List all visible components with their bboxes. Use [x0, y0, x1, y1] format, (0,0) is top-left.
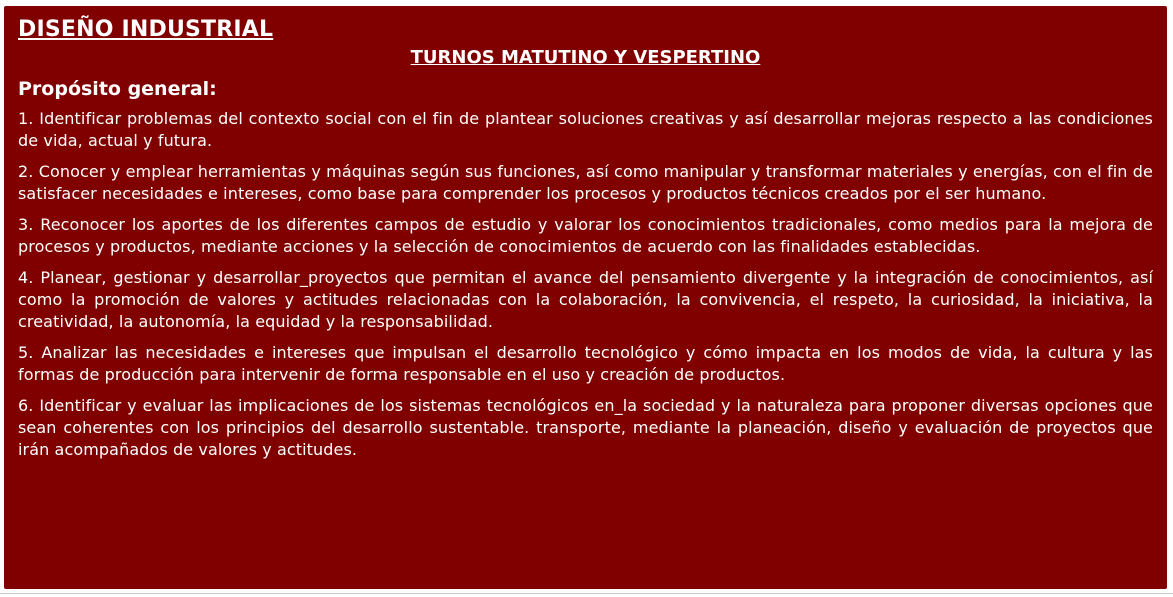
page-title: DISEÑO INDUSTRIAL	[18, 17, 274, 42]
purpose-item-4: 4. Planear, gestionar y desarrollar_proyectos que permitan el avance del pensamiento divergente y la integración de conocimientos, así como la promoción de valores y actitudes relacionadas con la colaboración, la convivencia, el respeto, la curiosidad, la iniciativa, la creatividad, la autonomía, la equidad y la responsabilidad.	[18, 268, 1153, 331]
purpose-list	[18, 108, 1153, 461]
purpose-item-6: 6. Identificar y evaluar las implicaciones de los sistemas tecnológicos en_la sociedad y la naturaleza para proponer diversas opciones que sean coherentes con los principios del desarrollo sustentable. transporte, mediante la planeación, diseño y evaluación de proyectos que irán acompañados de valores y actitudes.	[18, 396, 1153, 459]
purpose-item-3: 3. Reconocer los aportes de los diferentes campos de estudio y valorar los conocimientos tradicionales, como medios para la mejora de procesos y productos, mediante acciones y la selección de conocimientos de acuerdo con las finalidades establecidas.	[18, 215, 1153, 256]
section-heading: Propósito general:	[18, 78, 217, 100]
page-subtitle: TURNOS MATUTINO Y VESPERTINO	[410, 47, 761, 68]
content-panel	[4, 6, 1167, 589]
purpose-item-2: 2. Conocer y emplear herramientas y máquinas según sus funciones, así como manipular y transformar materiales y energías, con el fin de satisfacer necesidades e intereses, como base para comprender los procesos y productos técnicos creados por el ser humano.	[18, 162, 1153, 203]
purpose-item-5: 5. Analizar las necesidades e intereses que impulsan el desarrollo tecnológico y cómo impacta en los modos de vida, la cultura y las formas de producción para intervenir de forma responsable en el uso y creación de productos.	[18, 343, 1153, 384]
purpose-item-1: 1. Identificar problemas del contexto social con el fin de plantear soluciones creativas y así desarrollar mejoras respecto a las condiciones de vida, actual y futura.	[18, 109, 1153, 150]
bottom-divider	[0, 593, 1173, 594]
